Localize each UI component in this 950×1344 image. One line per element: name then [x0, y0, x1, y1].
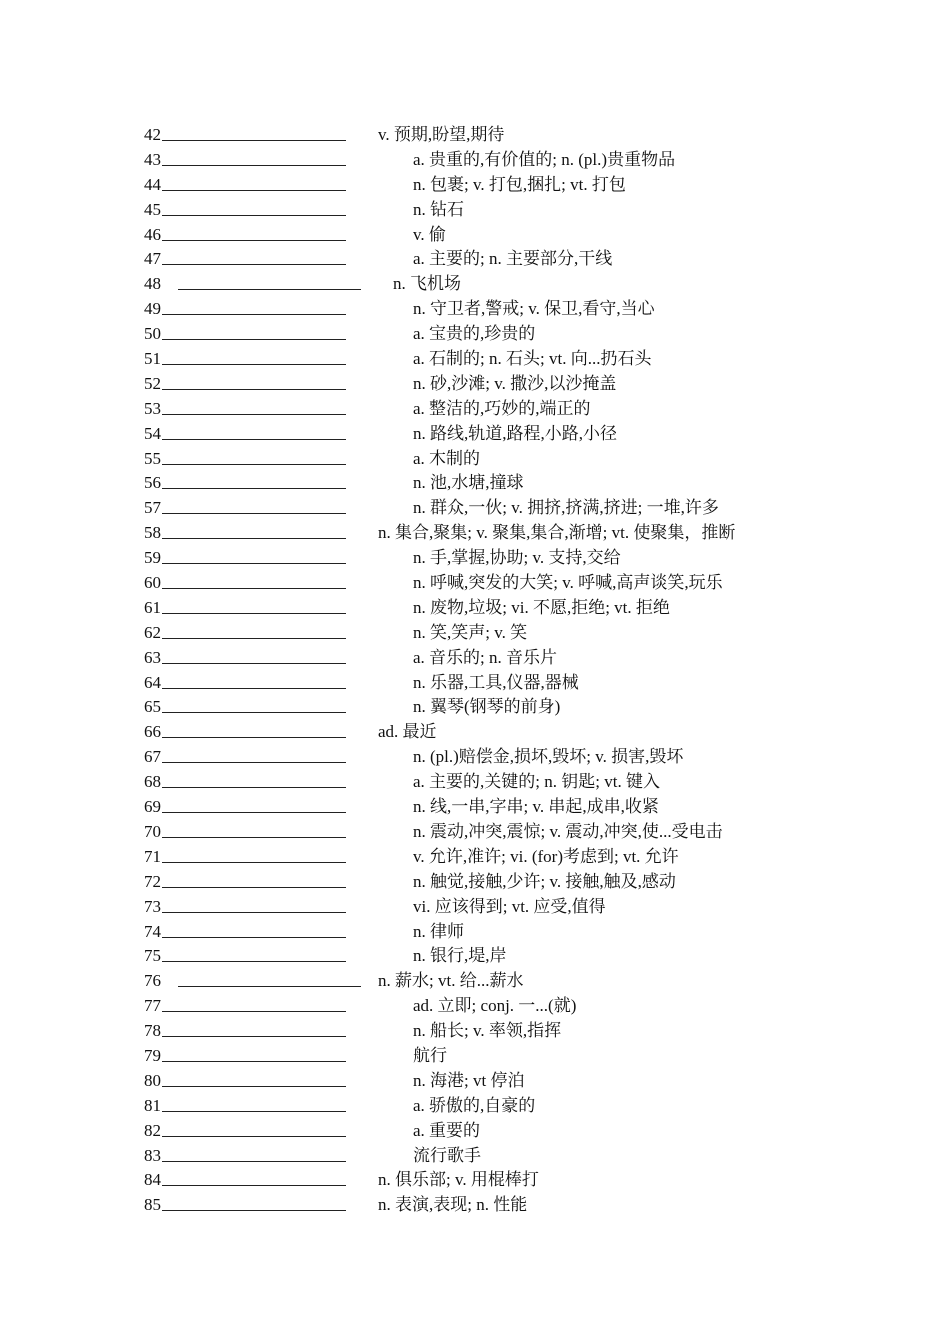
definition: ad. 最近: [378, 722, 437, 742]
item-number: 67: [144, 747, 161, 767]
definition: n. 包裹; v. 打包,捆扎; vt. 打包: [413, 174, 626, 194]
item-number: 48: [144, 274, 161, 294]
item-number: 76: [144, 971, 161, 991]
definition: a. 石制的; n. 石头; vt. 向...扔石头: [413, 349, 652, 369]
vocab-row: [0, 920, 950, 945]
vocab-row: [0, 372, 950, 397]
definition: a. 主要的; n. 主要部分,干线: [413, 249, 613, 269]
item-number: 74: [144, 921, 161, 941]
vocab-row: [0, 845, 950, 870]
vocab-row: [0, 397, 950, 422]
vocab-row: [0, 646, 950, 671]
vocab-row: [0, 1094, 950, 1119]
vocab-row: [0, 322, 950, 347]
answer-blank[interactable]: [162, 887, 346, 888]
definition: a. 木制的: [413, 448, 481, 468]
definition: v. 偷: [413, 224, 446, 244]
definition: n. 薪水; vt. 给...薪水: [378, 971, 524, 991]
item-number: 81: [144, 1095, 161, 1115]
definition: n. 群众,一伙; v. 拥挤,挤满,挤进; 一堆,许多: [413, 498, 719, 518]
vocab-row: [0, 870, 950, 895]
item-number: 85: [144, 1195, 161, 1215]
vocabulary-worksheet: [0, 123, 950, 1218]
answer-blank[interactable]: [162, 1161, 346, 1162]
answer-blank[interactable]: [162, 762, 346, 763]
item-number: 51: [144, 349, 161, 369]
answer-blank[interactable]: [162, 165, 346, 166]
definition: n. 钻石: [413, 199, 464, 219]
item-number: 82: [144, 1120, 161, 1140]
definition: n. 表演,表现; n. 性能: [378, 1195, 528, 1215]
vocab-row: [0, 1044, 950, 1069]
item-number: 64: [144, 672, 161, 692]
answer-blank[interactable]: [162, 937, 346, 938]
item-number: 77: [144, 996, 161, 1016]
definition: a. 骄傲的,自豪的: [413, 1095, 536, 1115]
vocab-row: [0, 571, 950, 596]
vocab-row: [0, 795, 950, 820]
answer-blank[interactable]: [162, 488, 346, 489]
definition: n. 砂,沙滩; v. 撒沙,以沙掩盖: [413, 373, 617, 393]
vocab-row: [0, 621, 950, 646]
definition: n. 俱乐部; v. 用棍棒打: [378, 1170, 539, 1190]
item-number: 53: [144, 398, 161, 418]
vocab-row: [0, 347, 950, 372]
answer-blank[interactable]: [162, 961, 346, 962]
item-number: 45: [144, 199, 161, 219]
definition: 航行: [413, 1045, 447, 1065]
vocab-row: [0, 422, 950, 447]
vocab-row: [0, 1168, 950, 1193]
item-number: 47: [144, 249, 161, 269]
answer-blank[interactable]: [162, 1061, 346, 1062]
vocab-row: [0, 1119, 950, 1144]
item-number: 61: [144, 597, 161, 617]
definition: n. 手,掌握,协助; v. 支持,交给: [413, 548, 621, 568]
vocab-row: [0, 123, 950, 148]
item-number: 65: [144, 697, 161, 717]
vocab-row: [0, 247, 950, 272]
definition: n. 飞机场: [393, 274, 461, 294]
definition: n. 乐器,工具,仪器,器械: [413, 672, 579, 692]
answer-blank[interactable]: [162, 1036, 346, 1037]
item-number: 68: [144, 772, 161, 792]
answer-blank[interactable]: [162, 215, 346, 216]
definition: n. 池,水塘,撞球: [413, 473, 524, 493]
answer-blank[interactable]: [162, 837, 346, 838]
definition: n. 船长; v. 率领,指挥: [413, 1021, 562, 1041]
item-number: 49: [144, 299, 161, 319]
item-number: 62: [144, 622, 161, 642]
answer-blank[interactable]: [162, 464, 346, 465]
item-number: 60: [144, 573, 161, 593]
answer-blank[interactable]: [162, 264, 346, 265]
definition: n. 触觉,接触,少许; v. 接触,触及,感动: [413, 871, 676, 891]
definition: n. 震动,冲突,震惊; v. 震动,冲突,使...受电击: [413, 821, 723, 841]
item-number: 72: [144, 871, 161, 891]
definition: n. 律师: [413, 921, 464, 941]
definition: a. 重要的: [413, 1120, 481, 1140]
vocab-row: [0, 671, 950, 696]
answer-blank[interactable]: [162, 1136, 346, 1137]
answer-blank[interactable]: [162, 364, 346, 365]
answer-blank[interactable]: [178, 289, 361, 290]
vocab-row: [0, 521, 950, 546]
item-number: 44: [144, 174, 161, 194]
item-number: 80: [144, 1070, 161, 1090]
vocab-row: [0, 1019, 950, 1044]
vocab-row: [0, 720, 950, 745]
definition: n. 路线,轨道,路程,小路,小径: [413, 423, 617, 443]
item-number: 70: [144, 821, 161, 841]
definition: n. (pl.)赔偿金,损坏,毁坏; v. 损害,毁坏: [413, 747, 684, 767]
definition: v. 预期,盼望,期待: [378, 125, 505, 144]
answer-blank[interactable]: [162, 414, 346, 415]
vocab-row: [0, 969, 950, 994]
vocab-row: [0, 1069, 950, 1094]
vocab-row: [0, 820, 950, 845]
answer-blank[interactable]: [162, 787, 346, 788]
answer-blank[interactable]: [162, 712, 346, 713]
definition: n. 笑,笑声; v. 笑: [413, 622, 528, 642]
item-number: 71: [144, 846, 161, 866]
item-number: 46: [144, 224, 161, 244]
answer-blank[interactable]: [162, 439, 346, 440]
item-number: 54: [144, 423, 161, 443]
item-number: 83: [144, 1145, 161, 1165]
item-number: 75: [144, 946, 161, 966]
answer-blank[interactable]: [162, 1210, 346, 1211]
item-number: 63: [144, 647, 161, 667]
answer-blank[interactable]: [162, 190, 346, 191]
answer-blank[interactable]: [162, 240, 346, 241]
item-number: 59: [144, 548, 161, 568]
vocab-row: [0, 596, 950, 621]
vocab-row: [0, 695, 950, 720]
item-number: 50: [144, 324, 161, 344]
answer-blank[interactable]: [162, 513, 346, 514]
answer-blank[interactable]: [162, 862, 346, 863]
item-number: 55: [144, 448, 161, 468]
answer-blank[interactable]: [162, 638, 346, 639]
item-number: 52: [144, 373, 161, 393]
item-number: 73: [144, 896, 161, 916]
definition: n. 守卫者,警戒; v. 保卫,看守,当心: [413, 299, 655, 319]
answer-blank[interactable]: [162, 140, 346, 141]
vocab-row: [0, 198, 950, 223]
vocab-row: [0, 1144, 950, 1169]
definition: n. 废物,垃圾; vi. 不愿,拒绝; vt. 拒绝: [413, 597, 670, 617]
answer-blank[interactable]: [178, 986, 361, 987]
item-number: 57: [144, 498, 161, 518]
vocab-row: [0, 173, 950, 198]
vocab-row: [0, 447, 950, 472]
definition: n. 银行,堤,岸: [413, 946, 507, 966]
item-number: 66: [144, 722, 161, 742]
answer-blank[interactable]: [162, 1111, 346, 1112]
item-number: 84: [144, 1170, 161, 1190]
answer-blank[interactable]: [162, 1011, 346, 1012]
item-number: 78: [144, 1021, 161, 1041]
answer-blank[interactable]: [162, 1086, 346, 1087]
definition: a. 主要的,关键的; n. 钥匙; vt. 键入: [413, 772, 660, 792]
definition: a. 贵重的,有价值的; n. (pl.)贵重物品: [413, 149, 676, 169]
vocab-row: [0, 546, 950, 571]
vocab-row: [0, 895, 950, 920]
answer-blank[interactable]: [162, 912, 346, 913]
vocab-row: [0, 297, 950, 322]
vocab-row: [0, 471, 950, 496]
definition: v. 允许,准许; vi. (for)考虑到; vt. 允许: [413, 846, 679, 866]
item-number: 42: [144, 125, 161, 144]
answer-blank[interactable]: [162, 314, 346, 315]
answer-blank[interactable]: [162, 737, 346, 738]
vocab-row: [0, 994, 950, 1019]
vocab-row: [0, 223, 950, 248]
definition: vi. 应该得到; vt. 应受,值得: [413, 896, 606, 916]
definition: a. 整洁的,巧妙的,端正的: [413, 398, 591, 418]
definition: n. 海港; vt 停泊: [413, 1070, 525, 1090]
answer-blank[interactable]: [162, 588, 346, 589]
item-number: 43: [144, 149, 161, 169]
item-number: 79: [144, 1045, 161, 1065]
item-number: 69: [144, 797, 161, 817]
definition: n. 呼喊,突发的大笑; v. 呼喊,高声谈笑,玩乐: [413, 573, 723, 593]
definition: n. 翼琴(钢琴的前身): [413, 697, 561, 717]
answer-blank[interactable]: [162, 389, 346, 390]
item-number: 56: [144, 473, 161, 493]
vocab-row: [0, 496, 950, 521]
definition: n. 线,一串,字串; v. 串起,成串,收紧: [413, 797, 659, 817]
definition: ad. 立即; conj. 一...(就): [413, 996, 577, 1016]
vocab-row: [0, 944, 950, 969]
definition: n. 集合,聚集; v. 聚集,集合,渐增; vt. 使聚集，推断: [378, 523, 736, 543]
answer-blank[interactable]: [162, 663, 346, 664]
item-number: 58: [144, 523, 161, 543]
answer-blank[interactable]: [162, 339, 346, 340]
vocab-row: [0, 770, 950, 795]
answer-blank[interactable]: [162, 613, 346, 614]
vocab-row: [0, 148, 950, 173]
definition: a. 音乐的; n. 音乐片: [413, 647, 558, 667]
answer-blank[interactable]: [162, 688, 346, 689]
answer-blank[interactable]: [162, 563, 346, 564]
answer-blank[interactable]: [162, 812, 346, 813]
vocab-row: [0, 1193, 950, 1218]
vocab-row: [0, 272, 950, 297]
vocab-row: [0, 745, 950, 770]
answer-blank[interactable]: [162, 1185, 346, 1186]
definition: 流行歌手: [413, 1145, 481, 1165]
answer-blank[interactable]: [162, 538, 346, 539]
definition: a. 宝贵的,珍贵的: [413, 324, 536, 344]
